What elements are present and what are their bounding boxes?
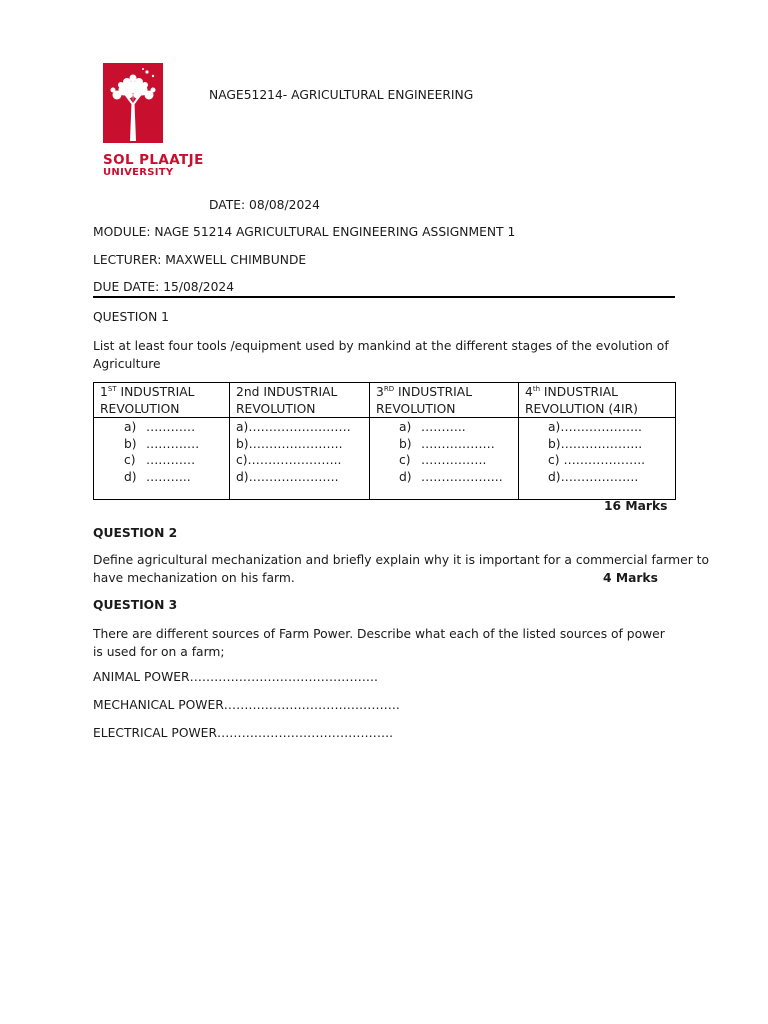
question-1-title: QUESTION 1 (93, 310, 170, 324)
answer-cell-3rd (370, 418, 519, 500)
question-3-title: QUESTION 3 (93, 598, 178, 612)
list-item: d)………………. (548, 469, 639, 484)
tree-emblem (103, 63, 163, 143)
list-item: d) ……………….. (399, 469, 503, 484)
table-header-row (94, 383, 676, 418)
question-3-text: There are different sources of Farm Power. Describe what each of the listed sources of power is used for on a farm; (93, 627, 665, 659)
table-body-row (94, 418, 676, 500)
list-item: c) ……………….. (548, 453, 646, 467)
course-title: NAGE51214- AGRICULTURAL ENGINEERING (209, 88, 474, 102)
list-item: b) …………. (124, 436, 200, 451)
header-cell-4th: 4th INDUSTRIAL REVOLUTION (4IR) (519, 383, 676, 418)
electrical-power-line: ELECTRICAL POWER……………………………………. (93, 726, 394, 740)
horizontal-divider (93, 296, 675, 298)
list-item: b)………………….. (236, 436, 343, 451)
list-item: c) ………… (124, 453, 196, 467)
animal-power-line: ANIMAL POWER………………………………………. (93, 670, 378, 684)
answer-cell-1st (94, 418, 230, 500)
logo-name-line1: SOL PLAATJE (103, 152, 204, 168)
question-2-text-line2: have mechanization on his farm. (93, 571, 295, 585)
header-cell-1st: 1ST INDUSTRIAL REVOLUTION (94, 383, 230, 418)
question-1-marks: 16 Marks (604, 499, 668, 513)
list-item: b)……………….. (548, 436, 643, 451)
header-cell-2nd: 2nd INDUSTRIAL REVOLUTION (230, 383, 370, 418)
list-item: a)……………………. (236, 420, 351, 434)
answer-cell-2nd (230, 418, 370, 500)
mechanical-power-line: MECHANICAL POWER……………………………………. (93, 698, 400, 712)
list-item: d) ……….. (124, 469, 191, 484)
list-item: a) ……….. (399, 420, 466, 434)
list-item: d)…………………. (236, 469, 339, 484)
list-item: c) ……………. (399, 453, 487, 467)
tree-icon (103, 63, 163, 143)
logo-name-line2: UNIVERSITY (103, 167, 174, 178)
question-2-text-line1: Define agricultural mechanization and briefly explain why it is important for a commercial farmer to (93, 553, 710, 567)
list-item: b) ……………… (399, 436, 495, 451)
question-2-marks: 4 Marks (603, 571, 658, 585)
university-logo (103, 63, 204, 181)
date-line: DATE: 08/08/2024 (209, 198, 320, 212)
lecturer-line: LECTURER: MAXWELL CHIMBUNDE (93, 253, 307, 267)
list-item: c)………………….. (236, 453, 342, 467)
revolution-table (93, 382, 676, 500)
question-1-text: List at least four tools /equipment used by mankind at the different stages of the evolution of Agriculture (93, 339, 669, 371)
header-cell-3rd: 3RD INDUSTRIAL REVOLUTION (370, 383, 519, 418)
answer-cell-4th (519, 418, 676, 500)
module-line: MODULE: NAGE 51214 AGRICULTURAL ENGINEERING ASSIGNMENT 1 (93, 225, 516, 239)
list-item: a) ………… (124, 420, 196, 434)
question-2-title: QUESTION 2 (93, 526, 178, 540)
list-item: a)……………….. (548, 420, 642, 434)
due-date-line: DUE DATE: 15/08/2024 (93, 280, 235, 294)
